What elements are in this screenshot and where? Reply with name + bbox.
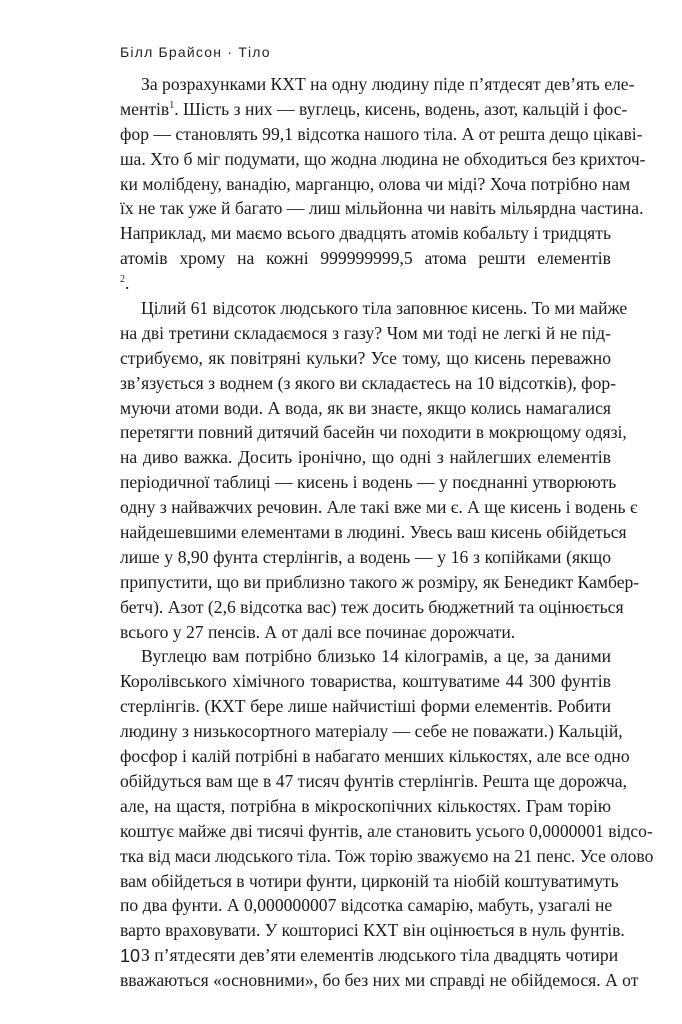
text-line: З п’ятдесяти дев’яти елементів людського тіла двадцять чотири: [141, 945, 619, 966]
text-line: зв’язується з воднем (з якого ви складаєтесь на 10 відсотків), фор-: [120, 372, 617, 393]
text-fragment: ментів: [120, 98, 170, 119]
text-line: Наприклад, ми маємо всього двадцять атомів кобальту і тридцять: [120, 223, 611, 244]
text-line: [120, 97, 628, 122]
text-line: на дві третини складаємося з газу? Чом ми тоді не легкі й не під-: [120, 322, 611, 343]
text-line: Вуглецю вам потрібно близько 14 кілограмів, а це, за даними: [141, 646, 611, 667]
running-head: Білл Брайсон · Тіло: [120, 44, 271, 60]
text-line: Королівського хімічного товариства, коштуватиме 44 300 фунтів: [120, 671, 611, 692]
text-line: на диво важка. Досить іронічно, що одні з найлегших елементів: [120, 447, 611, 468]
text-line: фор — становлять 99,1 відсотка нашого тіла. А от решта дещо цікаві-: [120, 123, 643, 144]
text-line: тка від маси людського тіла. Тож торію зважуємо на 21 пенс. Усе олово: [120, 845, 654, 866]
text-line: лише у 8,90 фунта стерлінгів, а водень — у 16 з копійками (якщо: [120, 546, 611, 567]
text-line: За розрахунками КХТ на одну людину піде п’ятдесят дев’ять еле-: [141, 74, 635, 94]
text-line: найдешевшими елементами в людині. Увесь ваш кисень обійдеться: [120, 522, 627, 543]
text-line: муючи атоми води. А вода, як ви знаєте, якщо колись намагалися: [120, 397, 611, 418]
text-line: фосфор і калій потрібні в набагато менших кількостях, але все одно: [120, 746, 630, 767]
paragraph-3: [120, 644, 654, 943]
text-line: але, на щастя, потрібна в мікроскопічних кількостях. Грам торію: [120, 795, 611, 816]
text-line: людину з низькосортного матеріалу — себе не поважати.) Кальцій,: [120, 721, 623, 742]
paragraph-4: [120, 943, 639, 993]
text-line: стрибуємо, як повітряні кульки? Усе тому, що кисень переважно: [120, 347, 611, 368]
paragraph-2: [120, 296, 640, 644]
text-line: вважаються «основними», бо без них ми справді не обійдемося. А от: [120, 970, 639, 991]
text-line: ки молібдену, ванадію, марганцю, олова чи міді? Хоча потрібно нам: [120, 173, 631, 194]
text-line: ша. Хто б міг подумати, що жодна людина не обходиться без крихточ-: [120, 148, 646, 169]
text-line: бетч). Азот (2,6 відсотка вас) теж досить бюджетний та оцінюється: [120, 596, 624, 617]
text-line: коштує майже дві тисячі фунтів, але становить усього 0,0000001 відсо-: [120, 820, 653, 841]
footnote-ref[interactable]: 2: [120, 274, 125, 286]
text-fragment: . Шість з них — вуглець, кисень, водень, азот, кальцій і фос-: [174, 98, 628, 119]
text-line: перетягти повний дитячий басейн чи походити в мокрющому одязі,: [120, 422, 627, 443]
main-text: [120, 72, 654, 993]
text-line: всього у 27 пенсів. А от далі все починає дорожчати.: [120, 621, 516, 642]
text-line: [120, 271, 611, 296]
paragraph-1: [120, 72, 646, 296]
text-line: одну з найважчих речовин. Але такі вже ми є. А ще кисень і водень є: [120, 497, 638, 518]
footnote-ref[interactable]: 1: [169, 99, 175, 111]
page-number: 10: [120, 946, 141, 966]
text-line: атомів хрому на кожні 999999999,5 атома решти елементів: [120, 248, 611, 269]
text-line: Цілий 61 відсоток людського тіла заповнює кисень. То ми майже: [141, 298, 628, 319]
text-line: варто враховувати. У кошторисі КХТ він оцінюється в нуль фунтів.: [120, 920, 625, 941]
text-fragment: .: [125, 273, 130, 294]
text-line: по два фунти. А 0,000000007 відсотка самарію, мабуть, узагалі не: [120, 895, 613, 916]
text-line: вам обійдеться в чотири фунти, цирконій та ніобій коштуватимуть: [120, 870, 619, 891]
text-line: припустити, що ви приблизно такого ж розміру, як Бенедикт Камбер-: [120, 571, 640, 592]
text-line: їх не так уже й багато — лиш мільйонна чи навіть мільярдна частина.: [120, 198, 644, 219]
text-line: обійдуться вам ще в 47 тисяч фунтів стерлінгів. Решта ще дорожча,: [120, 770, 628, 791]
text-line: періодичної таблиці — кисень і водень — у поєднанні утворюють: [120, 472, 617, 493]
text-line: стерлінгів. (КХТ бере лише найчистіші форми елементів. Робити: [120, 696, 611, 717]
